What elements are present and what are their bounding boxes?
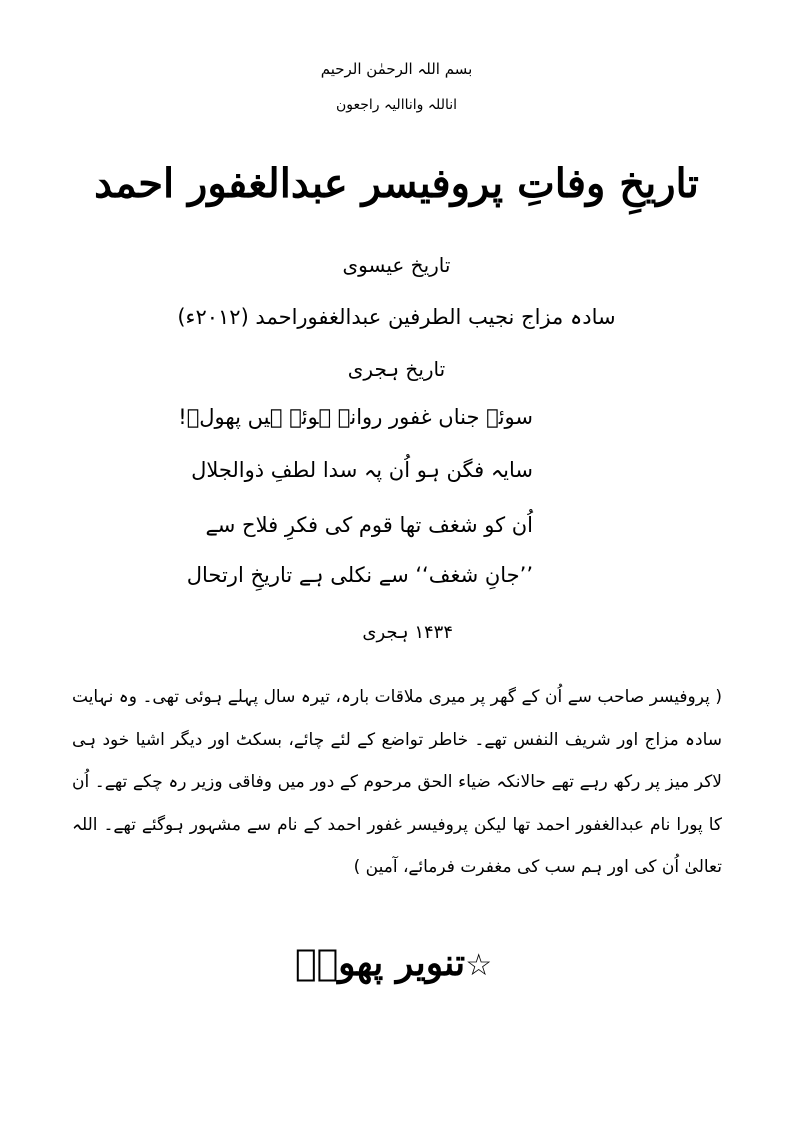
signature-name: تنویر پھولؔ: [294, 942, 466, 984]
signature: [0, 942, 793, 984]
note-paragraph: ( پروفیسر صاحب سے اُن کے گھر پر میری ملاقات بارہ، تیرہ سال پہلے ہوئی تھی۔ وہ نہایت سادہ مزاج اور شریف النفس تھے۔ خاطر تواضع کے لئے چائے، بسکٹ اور دیگر اشیا خود ہی لاکر میز پر رکھ رہے تھے حالانکہ ضیاء الحق مرحوم کے دور میں وفاقی وزیر رہ چکے تھے۔ اُن کا پورا نام عبدالغفور احمد تھا لیکن پروفیسر غفور احمد کے نام سے مشہور ہوگئے تھے۔ اللہ تعالیٰ اُن کی اور ہم سب کی مغفرت فرمائے، آمین ): [72, 687, 722, 877]
star-icon: ☆: [465, 948, 493, 983]
hijri-heading: تاریخ ہجری: [347, 357, 446, 381]
verse-line: ’’جانِ شغف‘‘ سے نکلی ہے تاریخِ ارتحال: [186, 563, 533, 587]
gregorian-heading: تاریخ عیسوی: [342, 253, 451, 277]
inna-lillah-line: اناللہ واناالیہ راجعون: [335, 97, 458, 113]
verse-line: اُن کو شغف تھا قوم کی فکرِ فلاح سے: [205, 513, 533, 537]
hijri-year: ۱۴۳۴ ہجری: [362, 622, 453, 643]
verse-line: سایہ فگن ہو اُن پہ سدا لطفِ ذوالجلال: [191, 458, 533, 482]
bismillah-line: بسم اللہ الرحمٰن الرحیم: [320, 60, 473, 78]
gregorian-chronogram: سادہ مزاج نجیب الطرفین عبدالغفوراحمد (۲۰۱۲ء): [177, 305, 616, 329]
page-title: تاریخِ وفاتِ پروفیسر عبدالغفور احمد: [94, 160, 699, 207]
verse-line: سوئے جناں غفور روانہ ہوئے ہیں پھولؔ!: [178, 405, 533, 429]
